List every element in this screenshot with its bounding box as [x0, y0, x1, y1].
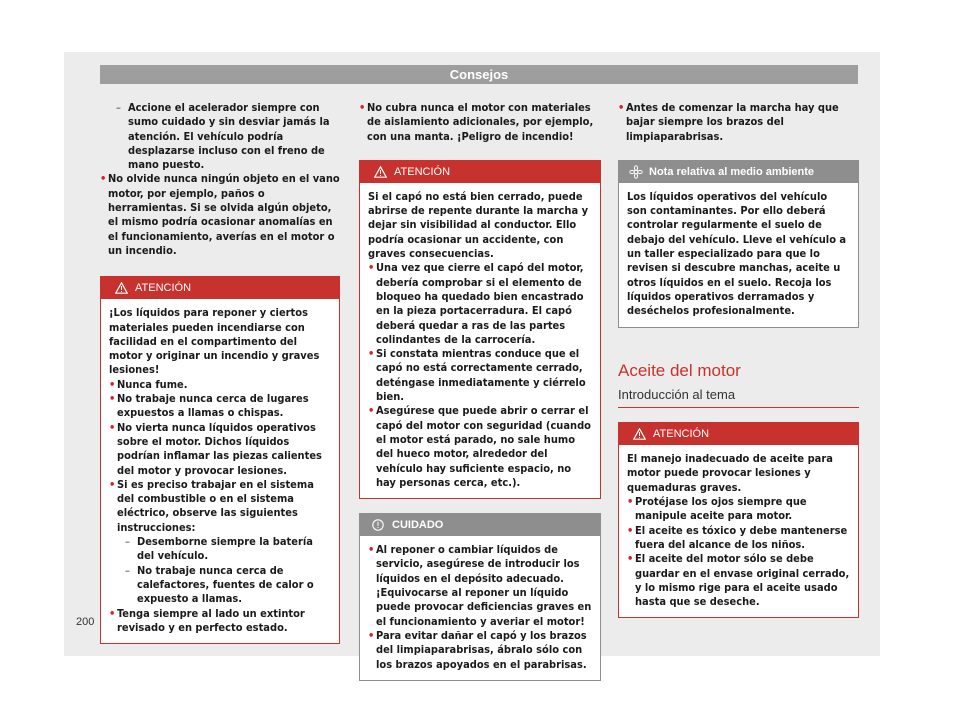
warning-box [100, 276, 340, 644]
warning-box [359, 160, 601, 499]
caution-header [360, 514, 600, 536]
warning-triangle-icon [374, 166, 387, 178]
bullet-item: • Al reponer o cambiar líquidos de servicio, asegúrese de introducir los líquidos en el depósito adecuado. ¡Equivocarse al reponer un líquido puede provocar deficiencias graves en el funcionamiento y averiar el motor! [368, 543, 592, 629]
flower-icon [629, 165, 643, 179]
page-header [100, 65, 858, 84]
page-number: 200 [76, 616, 95, 628]
bullet-item: • No cubra nunca el motor con materiales de aislamiento adicionales, por ejemplo, con una manta. ¡Peligro de incendio! [359, 101, 601, 144]
bullet-item: • No vierta nunca líquidos operativos sobre el motor. Dichos líquidos podrían inflamar las piezas calientes del motor y provocar lesiones. [109, 421, 331, 478]
warning-body [360, 183, 600, 498]
warning-triangle-icon [633, 428, 646, 440]
environment-note-text: Los líquidos operativos del vehículo son contaminantes. Por ello deberá controlar regularmente el suelo de debajo del vehículo. Lleve el vehículo a un taller especializado para que lo revisen si descubre manchas, aceite u otros líquidos en el suelo. Recoja los líquidos operativos derramados y deséchelos profesionalmente. [627, 189, 847, 318]
column-middle [359, 101, 601, 681]
bullet-item: • Para evitar dañar el capó y los brazos del limpiaparabrisas, ábralo sólo con los brazos apoyados en el parabrisas. [368, 629, 592, 672]
warning-label: ATENCIÓN [653, 428, 710, 441]
bullet-item: • No olvide nunca ningún objeto en el vano motor, por ejemplo, paños o herramientas. Si se olvida algún objeto, el mismo podría ocasionar anomalías en el funcionamiento, averías en el motor o un incendio. [100, 172, 340, 258]
column-left [100, 101, 340, 644]
bullet-item: • El aceite del motor sólo se debe guardar en el envase original cerrado, y lo mismo rige para el aceite usado hasta que se deseche. [627, 552, 850, 609]
bullet-item: • Si es preciso trabajar en el sistema del combustible o en el sistema eléctrico, observe las siguientes instrucciones: [109, 478, 331, 535]
warning-header [101, 277, 339, 299]
caution-label: CUIDADO [392, 519, 444, 532]
bullet-item: • Tenga siempre al lado un extintor revisado y en perfecto estado. [109, 607, 331, 636]
warning-body [101, 299, 339, 643]
section-title: Aceite del motor [618, 360, 741, 380]
caution-box [359, 513, 601, 681]
environment-note-label: Nota relativa al medio ambiente [649, 165, 815, 178]
subsection-title: Introducción al tema [618, 388, 859, 408]
bullet-item: • El aceite es tóxico y debe mantenerse fuera del alcance de los niños. [627, 524, 850, 553]
warning-label: ATENCIÓN [135, 282, 192, 295]
dash-item: – Accione el acelerador siempre con sumo cuidado y sin desviar jamás la atención. El vehículo podría desplazarse incluso con el freno de mano puesto. [100, 101, 340, 172]
caution-body [360, 536, 600, 680]
info-circle-icon [372, 519, 384, 531]
bullet-item: • No trabaje nunca cerca de lugares expuestos a llamas o chispas. [109, 392, 331, 421]
warning-intro: Si el capó no está bien cerrado, puede abrirse de repente durante la marcha y dejar sin visibilidad al conductor. Ello podría ocasionar un accidente, con graves consecuencias. [368, 189, 589, 261]
bullet-item: • Asegúrese que puede abrir o cerrar el capó del motor con seguridad (cuando el motor está parado, no sale humo del hueco motor, alrededor del vehículo hay suficiente espacio, no hay personas cerca, etc.). [368, 404, 592, 490]
environment-note-header [619, 161, 858, 183]
warning-box [618, 422, 859, 618]
environment-note-box [618, 160, 859, 328]
page-header-title: Consejos [449, 67, 509, 82]
column-right [618, 101, 859, 618]
warning-intro: El manejo inadecuado de aceite para motor puede provocar lesiones y quemaduras graves. [627, 452, 833, 494]
bullet-item: • Si constata mientras conduce que el capó no está correctamente cerrado, deténgase inmediatamente y ciérrelo bien. [368, 347, 592, 404]
bullet-item: • Una vez que cierre el capó del motor, debería comprobar si el elemento de bloqueo ha quedado bien encastrado en la pieza portacerradura. El capó deberá quedar a ras de las partes colindantes de la carrocería. [368, 261, 592, 347]
warning-label: ATENCIÓN [394, 165, 451, 178]
warning-header [619, 423, 858, 445]
bullet-item: • Nunca fume. [109, 378, 331, 392]
dash-item: – Desemborne siempre la batería del vehículo. [109, 535, 331, 564]
bullet-item: • Protéjase los ojos siempre que manipule aceite para motor. [627, 495, 850, 524]
warning-triangle-icon [115, 282, 128, 294]
environment-note-body [619, 183, 858, 327]
warning-intro: ¡Los líquidos para reponer y ciertos materiales pueden incendiarse con facilidad en el compartimento del motor y originar un incendio y graves lesiones! [109, 306, 320, 377]
warning-header [360, 161, 600, 183]
dash-item: – No trabaje nunca cerca de calefactores, fuentes de calor o expuesto a llamas. [109, 564, 331, 607]
bullet-item: • Antes de comenzar la marcha hay que bajar siempre los brazos del limpiaparabrisas. [618, 101, 859, 144]
warning-body [619, 445, 858, 617]
